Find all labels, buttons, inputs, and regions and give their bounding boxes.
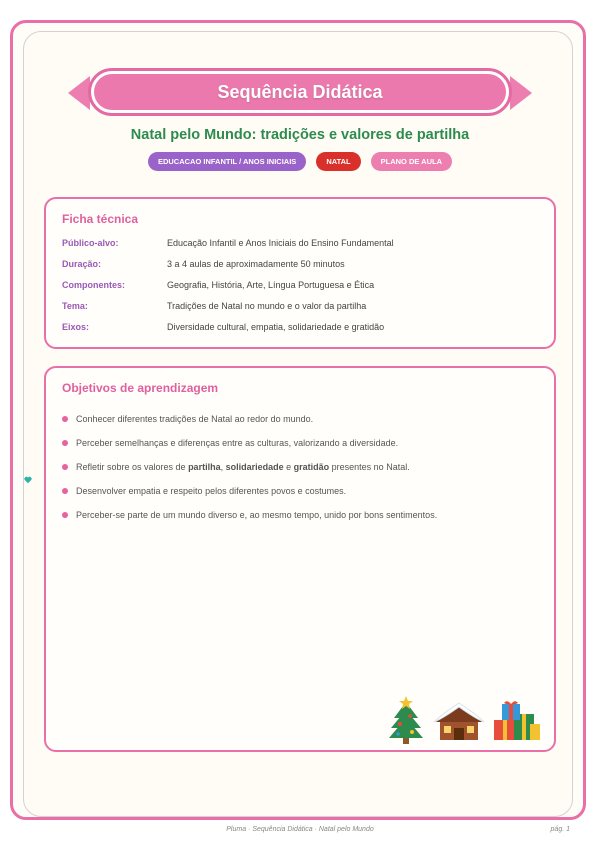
tag-lesson-plan: PLANO DE AULA	[371, 152, 452, 171]
gift-boxes-icon	[490, 700, 542, 742]
snowy-house-icon	[432, 700, 486, 744]
ficha-key: Duração:	[62, 259, 102, 269]
objective-text	[76, 462, 410, 472]
ficha-value: Tradições de Natal no mundo e o valor da partilha	[167, 301, 367, 311]
list-item	[62, 438, 398, 448]
bullet-icon	[62, 440, 68, 446]
ficha-value: Diversidade cultural, empatia, solidariedade e gratidão	[167, 322, 385, 332]
ficha-key: Eixos:	[62, 322, 90, 332]
keyword-gratidao: gratidão	[293, 462, 330, 472]
tag-education-level: EDUCACAO INFANTIL / ANOS INICIAIS	[148, 152, 306, 171]
objective-text-part: ,	[220, 462, 226, 472]
objective-text-part: e	[283, 462, 294, 472]
ficha-key: Público-alvo:	[62, 238, 119, 248]
ficha-value: Geografia, História, Arte, Língua Portuguesa e Ética	[167, 280, 375, 290]
ficha-row	[62, 259, 345, 269]
objective-text: Perceber-se parte de um mundo diverso e, ao mesmo tempo, unido por bons sentimentos.	[76, 510, 438, 520]
ficha-tecnica-card	[44, 197, 556, 349]
ficha-key: Tema:	[62, 301, 88, 311]
banner-left-arrow	[68, 76, 90, 110]
page-subtitle: Natal pelo Mundo: tradições e valores de partilha	[130, 127, 470, 143]
objetivos-title: Objetivos de aprendizagem	[62, 381, 219, 395]
ficha-title: Ficha técnica	[62, 212, 139, 226]
footer-text: Pluma · Sequência Didática · Natal pelo Mundo	[226, 826, 374, 833]
list-item	[62, 510, 437, 520]
bullet-icon	[62, 464, 68, 470]
objetivos-card	[44, 366, 556, 752]
banner-frame	[88, 68, 512, 116]
title-banner	[68, 68, 532, 118]
ficha-row	[62, 238, 394, 248]
objective-text-part: Refletir sobre os valores de	[76, 462, 189, 472]
ficha-row	[62, 280, 374, 290]
objective-text: Desenvolver empatia e respeito pelos diferentes povos e costumes.	[76, 486, 347, 496]
list-item	[62, 462, 410, 472]
objective-text: Perceber semelhanças e diferenças entre as culturas, valorizando a diversidade.	[76, 438, 399, 448]
page-number: pág. 1	[550, 826, 570, 833]
keyword-solidariedade: solidariedade	[225, 462, 284, 472]
ficha-row	[62, 322, 384, 332]
ficha-row	[62, 301, 366, 311]
banner-right-arrow	[510, 76, 532, 110]
keyword-partilha: partilha	[188, 462, 221, 472]
objective-text-part: presentes no Natal.	[329, 462, 410, 472]
bullet-icon	[62, 488, 68, 494]
objective-text: Conhecer diferentes tradições de Natal ao redor do mundo.	[76, 414, 314, 424]
tag-natal: NATAL	[316, 152, 360, 171]
ficha-value: 3 a 4 aulas de aproximadamente 50 minutos	[167, 259, 345, 269]
heart-icon	[24, 476, 32, 484]
bullet-icon	[62, 512, 68, 518]
list-item	[62, 414, 313, 424]
tag-row	[0, 152, 600, 171]
bullet-icon	[62, 416, 68, 422]
ficha-value: Educação Infantil e Anos Iniciais do Ensino Fundamental	[167, 238, 394, 248]
page-title: Sequência Didática	[94, 74, 506, 110]
christmas-tree-icon	[386, 696, 426, 746]
ficha-key: Componentes:	[62, 280, 125, 290]
list-item	[62, 486, 346, 496]
